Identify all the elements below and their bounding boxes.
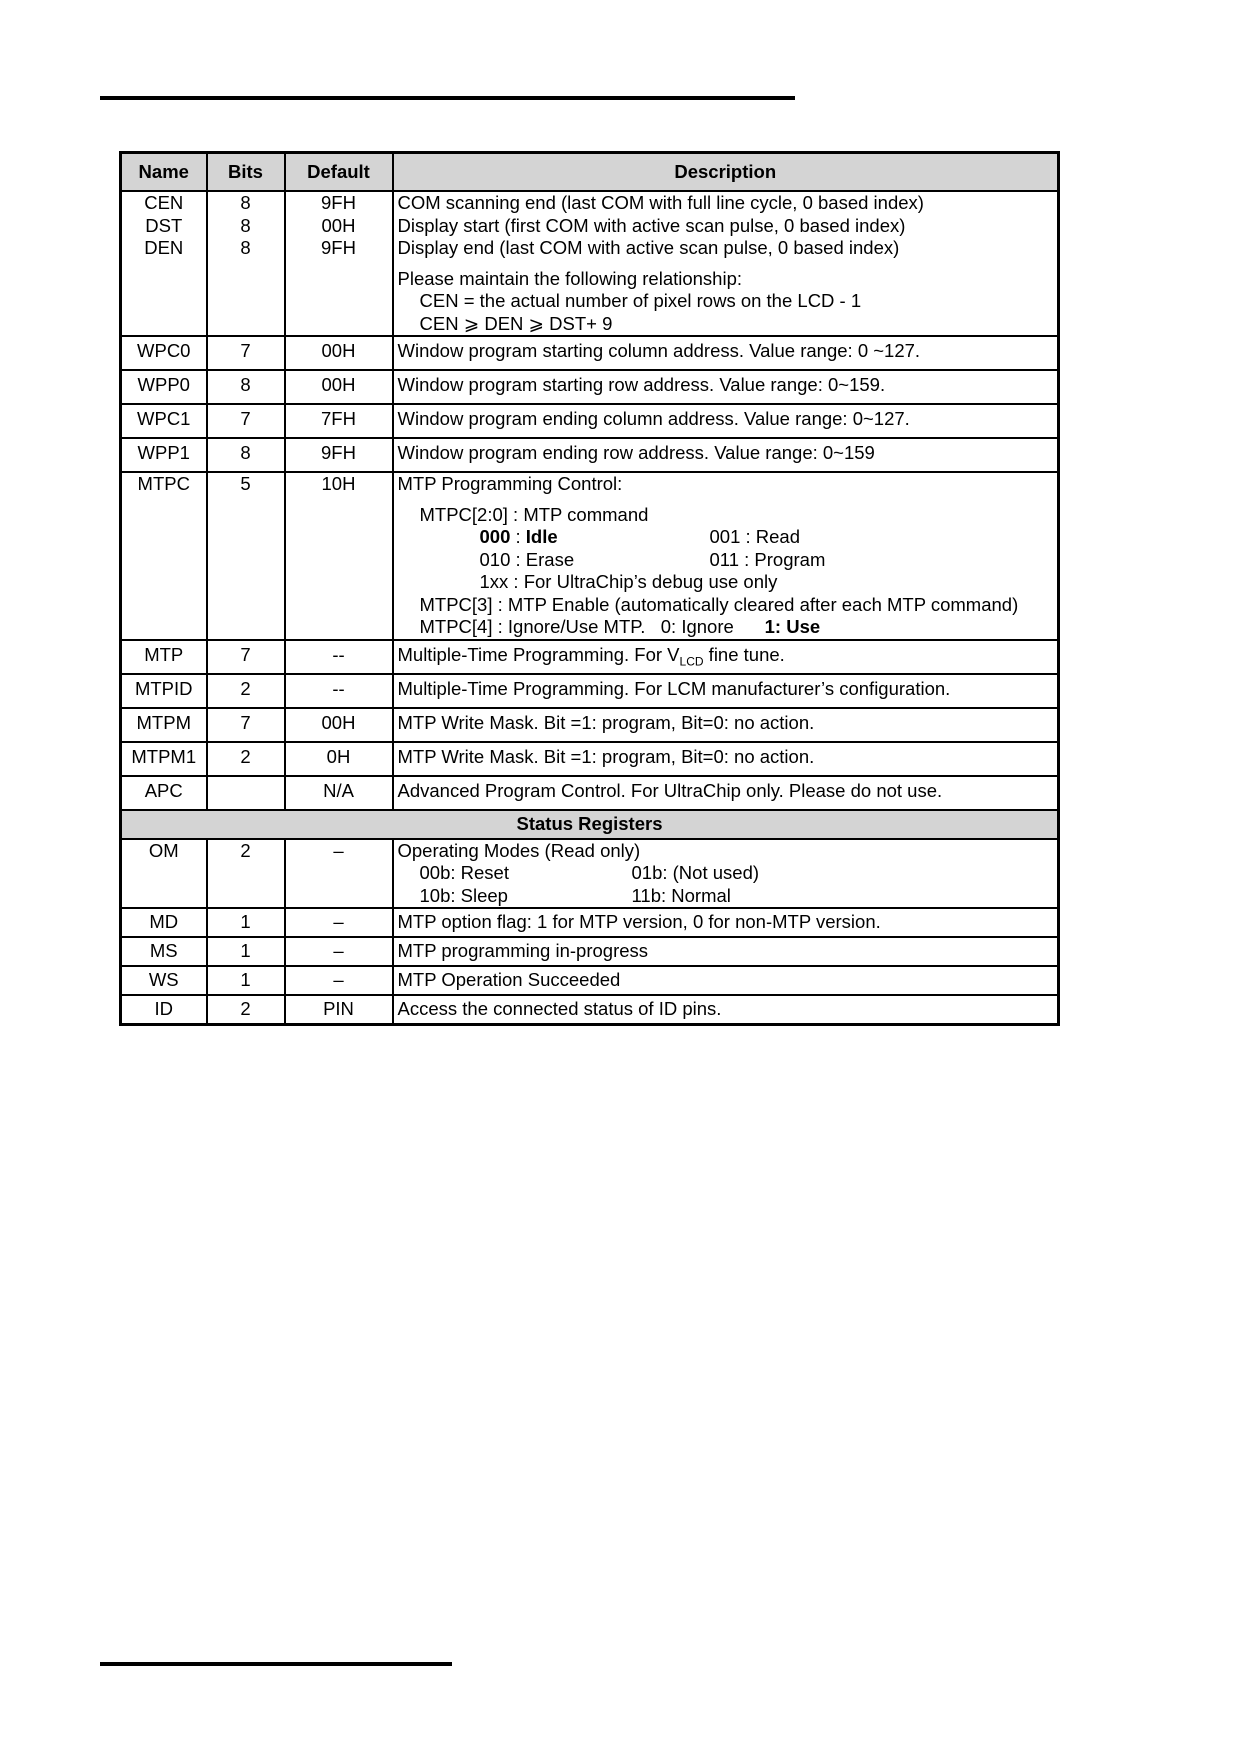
desc-line: MTP Programming Control: [397, 473, 623, 494]
cell-default: -- [285, 640, 393, 674]
cell-bits: 8 [207, 438, 285, 472]
cell-name: WS [121, 966, 207, 995]
cell-description: Advanced Program Control. For UltraChip only. Please do not use. [393, 776, 1059, 810]
desc-subscript: LCD [679, 654, 704, 669]
cell-description: Window program ending row address. Value range: 0~159 [393, 438, 1059, 472]
cell-name: MD [121, 908, 207, 937]
idle-label: Idle [525, 526, 558, 547]
mtpc-use: 1: Use [764, 616, 821, 637]
table-row-cen-group [121, 191, 1059, 336]
cell-default: 9FH [285, 438, 393, 472]
cell-default: 0H [285, 742, 393, 776]
cell-name: WPC1 [121, 404, 207, 438]
cell-default: 00H [285, 370, 393, 404]
table-row-mtpm [121, 708, 1059, 742]
desc-line: Please maintain the following relationship: [397, 267, 743, 289]
reg-name: DEN [144, 237, 184, 258]
reg-bits: 8 [240, 237, 251, 258]
table-row-wpp1 [121, 438, 1059, 472]
col-header-description: Description [393, 153, 1059, 192]
reg-bits: 8 [240, 214, 251, 236]
desc-line: Operating Modes (Read only) [397, 839, 641, 861]
reg-default: 9FH [321, 192, 356, 213]
desc-line: CEN = the actual number of pixel rows on the LCD - 1 [419, 290, 862, 311]
idle-code: 000 [479, 526, 511, 547]
cell-description [393, 640, 1059, 674]
cell-bits: 1 [207, 937, 285, 966]
table-row-wpc0 [121, 336, 1059, 370]
reg-default: 9FH [321, 237, 356, 258]
table-row-apc [121, 776, 1059, 810]
cell-default: 7FH [285, 404, 393, 438]
table-row-wpp0 [121, 370, 1059, 404]
mtpc-erase: 010 : Erase [479, 548, 575, 570]
table-row-ms [121, 937, 1059, 966]
reg-bits: 8 [240, 192, 251, 213]
cell-description [393, 472, 1059, 640]
cell-default: – [285, 908, 393, 937]
cell-description: MTP Operation Succeeded [393, 966, 1059, 995]
table-row-om [121, 839, 1059, 909]
om-sleep: 10b: Sleep [419, 884, 508, 906]
cell-default: N/A [285, 776, 393, 810]
desc-line: MTPC[2:0] : MTP command [419, 503, 649, 525]
cell-bits: 5 [207, 472, 285, 640]
table-row-ws [121, 966, 1059, 995]
register-table [119, 151, 1060, 1026]
mtpc-idle [480, 526, 710, 549]
cell-default: – [285, 839, 393, 909]
desc-line: CEN ⩾ DEN ⩾ DST+ 9 [419, 312, 613, 334]
mtpc-read: 001 : Read [709, 526, 801, 547]
table-row-wpc1 [121, 404, 1059, 438]
cell-name: WPP0 [121, 370, 207, 404]
reg-name: CEN [144, 192, 184, 213]
desc-line [398, 885, 1054, 908]
cell-name: WPC0 [121, 336, 207, 370]
cell-description: MTP programming in-progress [393, 937, 1059, 966]
cell-bits: 8 [207, 370, 285, 404]
cell-description [393, 839, 1059, 909]
section-title: Status Registers [121, 810, 1059, 839]
table-row-mtpid [121, 674, 1059, 708]
cell-bits: 2 [207, 674, 285, 708]
cell-default [285, 191, 393, 336]
cell-description: Multiple-Time Programming. For LCM manufacturer’s configuration. [393, 674, 1059, 708]
desc-line [398, 862, 1054, 885]
cell-bits [207, 776, 285, 810]
mtpc-ignore: MTPC[4] : Ignore/Use MTP. 0: Ignore [419, 616, 734, 637]
cell-default: – [285, 966, 393, 995]
cell-description: MTP Write Mask. Bit =1: program, Bit=0: no action. [393, 742, 1059, 776]
table-row-id [121, 995, 1059, 1025]
desc-line: 1xx : For UltraChip’s debug use only [479, 571, 778, 592]
desc-text: Multiple-Time Programming. For V [397, 643, 680, 665]
cell-description: Window program ending column address. Value range: 0~127. [393, 404, 1059, 438]
cell-default: 00H [285, 336, 393, 370]
cell-name: ID [121, 995, 207, 1025]
cell-bits: 7 [207, 708, 285, 742]
header-rule [100, 96, 795, 100]
table-row-mtp [121, 640, 1059, 674]
idle-sep: : [510, 526, 526, 547]
cell-bits: 7 [207, 336, 285, 370]
cell-name: MS [121, 937, 207, 966]
mtpc-program: 011 : Program [709, 548, 826, 570]
cell-default: PIN [285, 995, 393, 1025]
cell-bits: 1 [207, 966, 285, 995]
table-row-mtpc [121, 472, 1059, 640]
cell-bits: 7 [207, 640, 285, 674]
table-row-mtpm1 [121, 742, 1059, 776]
cell-bits: 7 [207, 404, 285, 438]
col-header-default: Default [285, 153, 393, 192]
cell-name: OM [121, 839, 207, 909]
col-header-name: Name [121, 153, 207, 192]
desc-text: fine tune. [703, 643, 785, 665]
reg-name: DST [145, 214, 183, 236]
cell-bits: 2 [207, 742, 285, 776]
desc-line: Display end (last COM with active scan pulse, 0 based index) [397, 237, 900, 258]
cell-bits: 1 [207, 908, 285, 937]
om-normal: 11b: Normal [631, 884, 731, 906]
cell-name [121, 191, 207, 336]
cell-name: MTPM1 [121, 742, 207, 776]
desc-line [398, 549, 1054, 572]
cell-bits: 2 [207, 995, 285, 1025]
cell-default: 10H [285, 472, 393, 640]
cell-default: 00H [285, 708, 393, 742]
footer-rule [100, 1662, 452, 1666]
cell-description: Access the connected status of ID pins. [393, 995, 1059, 1025]
cell-name: APC [121, 776, 207, 810]
om-reset: 00b: Reset [419, 862, 509, 883]
cell-bits: 2 [207, 839, 285, 909]
cell-bits [207, 191, 285, 336]
om-not-used: 01b: (Not used) [631, 862, 760, 883]
cell-description [393, 191, 1059, 336]
table-row-md [121, 908, 1059, 937]
desc-line [398, 526, 1054, 549]
cell-name: MTPID [121, 674, 207, 708]
table-header-row [121, 153, 1059, 192]
desc-line [398, 616, 1054, 639]
cell-description: MTP Write Mask. Bit =1: program, Bit=0: no action. [393, 708, 1059, 742]
cell-default: – [285, 937, 393, 966]
section-row-status [121, 810, 1059, 839]
cell-name: MTPC [121, 472, 207, 640]
desc-line: COM scanning end (last COM with full line cycle, 0 based index) [397, 192, 924, 213]
cell-description: MTP option flag: 1 for MTP version, 0 for non-MTP version. [393, 908, 1059, 937]
cell-default: -- [285, 674, 393, 708]
desc-line: Display start (first COM with active scan pulse, 0 based index) [397, 214, 906, 236]
cell-name: WPP1 [121, 438, 207, 472]
col-header-bits: Bits [207, 153, 285, 192]
reg-default: 00H [321, 214, 356, 236]
cell-name: MTPM [121, 708, 207, 742]
desc-line: MTPC[3] : MTP Enable (automatically cleared after each MTP command) [419, 593, 1019, 615]
cell-description: Window program starting row address. Value range: 0~159. [393, 370, 1059, 404]
cell-name: MTP [121, 640, 207, 674]
cell-description: Window program starting column address. Value range: 0 ~127. [393, 336, 1059, 370]
